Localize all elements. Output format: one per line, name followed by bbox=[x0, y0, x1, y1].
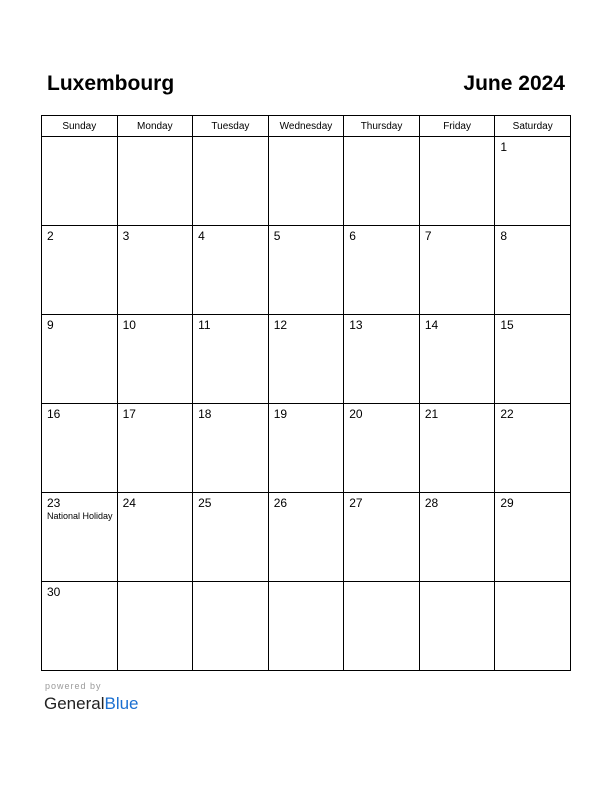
day-cell bbox=[42, 226, 118, 315]
day-number: 4 bbox=[198, 229, 205, 243]
day-cell bbox=[419, 582, 495, 671]
day-number: 10 bbox=[122, 318, 136, 332]
day-cell bbox=[193, 582, 269, 671]
weekday-friday: Friday bbox=[419, 116, 495, 137]
day-cell bbox=[344, 582, 420, 671]
day-cell bbox=[268, 493, 344, 582]
calendar-grid bbox=[41, 115, 571, 671]
day-cell bbox=[495, 582, 571, 671]
day-cell bbox=[193, 137, 269, 226]
day-cell bbox=[193, 315, 269, 404]
weekday-wednesday: Wednesday bbox=[268, 116, 344, 137]
weekday-sunday: Sunday bbox=[42, 116, 118, 137]
weekday-thursday: Thursday bbox=[344, 116, 420, 137]
day-number: 1 bbox=[500, 140, 508, 154]
week-row bbox=[42, 315, 571, 404]
day-number: 8 bbox=[500, 229, 508, 243]
day-number: 23 bbox=[47, 496, 61, 510]
day-cell bbox=[42, 404, 118, 493]
day-cell bbox=[268, 137, 344, 226]
day-number bbox=[344, 582, 419, 585]
day-cell bbox=[495, 493, 571, 582]
day-number bbox=[118, 582, 193, 585]
month-year-title: June 2024 bbox=[463, 72, 565, 95]
week-row bbox=[42, 137, 571, 226]
day-cell bbox=[117, 226, 193, 315]
day-number: 22 bbox=[500, 407, 514, 421]
week-row bbox=[42, 493, 571, 582]
day-cell bbox=[495, 315, 571, 404]
day-cell bbox=[344, 493, 420, 582]
day-number bbox=[269, 582, 344, 585]
generalblue-logo bbox=[44, 694, 139, 714]
day-cell bbox=[495, 137, 571, 226]
day-number: 24 bbox=[122, 496, 136, 510]
footer-branding bbox=[44, 681, 139, 714]
day-number: 19 bbox=[273, 407, 288, 421]
day-cell bbox=[193, 226, 269, 315]
day-number: 26 bbox=[273, 496, 288, 510]
weekday-monday: Monday bbox=[117, 116, 193, 137]
day-cell bbox=[495, 404, 571, 493]
day-number: 16 bbox=[47, 407, 61, 421]
day-cell bbox=[344, 137, 420, 226]
brand-blue-text: Blue bbox=[104, 694, 139, 713]
day-cell bbox=[268, 315, 344, 404]
day-cell bbox=[193, 404, 269, 493]
day-cell bbox=[117, 315, 193, 404]
day-number bbox=[42, 137, 117, 140]
day-number: 9 bbox=[47, 318, 54, 332]
day-cell bbox=[117, 137, 193, 226]
day-cell bbox=[419, 493, 495, 582]
day-cell bbox=[42, 582, 118, 671]
day-cell bbox=[42, 137, 118, 226]
day-number: 27 bbox=[349, 496, 363, 510]
day-cell bbox=[117, 404, 193, 493]
day-number bbox=[193, 137, 268, 140]
day-cell bbox=[344, 315, 420, 404]
day-cell bbox=[268, 404, 344, 493]
day-number bbox=[193, 582, 268, 585]
holiday-label: National Holiday bbox=[47, 511, 113, 521]
day-number: 30 bbox=[47, 585, 61, 599]
day-number bbox=[269, 137, 344, 140]
day-number: 7 bbox=[424, 229, 432, 243]
day-number: 15 bbox=[500, 318, 514, 332]
day-cell bbox=[419, 404, 495, 493]
day-number bbox=[495, 582, 570, 585]
day-cell bbox=[268, 582, 344, 671]
day-number: 17 bbox=[122, 407, 136, 421]
day-cell bbox=[42, 493, 118, 582]
day-number bbox=[344, 137, 419, 140]
day-cell bbox=[419, 226, 495, 315]
day-cell bbox=[419, 137, 495, 226]
day-number: 12 bbox=[273, 318, 288, 332]
day-cell bbox=[117, 493, 193, 582]
day-cell bbox=[419, 315, 495, 404]
powered-by-text: powered by bbox=[45, 681, 102, 691]
weekday-header-row bbox=[42, 116, 571, 137]
day-cell bbox=[193, 493, 269, 582]
day-number: 20 bbox=[349, 407, 363, 421]
day-number: 11 bbox=[198, 318, 211, 332]
day-number: 29 bbox=[500, 496, 514, 510]
day-number: 2 bbox=[47, 229, 54, 243]
day-number: 21 bbox=[424, 407, 439, 421]
day-number bbox=[420, 582, 495, 585]
day-number: 25 bbox=[198, 496, 212, 510]
country-title: Luxembourg bbox=[47, 72, 175, 95]
day-number bbox=[420, 137, 495, 140]
day-number: 13 bbox=[349, 318, 363, 332]
day-number: 14 bbox=[424, 318, 439, 332]
day-number: 18 bbox=[198, 407, 212, 421]
day-cell bbox=[495, 226, 571, 315]
day-number: 6 bbox=[349, 229, 356, 243]
brand-general-text: General bbox=[44, 694, 105, 713]
day-cell bbox=[42, 315, 118, 404]
day-number: 28 bbox=[424, 496, 439, 510]
day-cell bbox=[268, 226, 344, 315]
week-row bbox=[42, 226, 571, 315]
day-cell bbox=[344, 404, 420, 493]
week-row bbox=[42, 582, 571, 671]
week-row bbox=[42, 404, 571, 493]
weekday-saturday: Saturday bbox=[495, 116, 571, 137]
day-number: 3 bbox=[122, 229, 130, 243]
day-cell bbox=[117, 582, 193, 671]
day-cell bbox=[344, 226, 420, 315]
weekday-tuesday: Tuesday bbox=[193, 116, 269, 137]
day-number bbox=[118, 137, 193, 140]
day-number: 5 bbox=[273, 229, 281, 243]
